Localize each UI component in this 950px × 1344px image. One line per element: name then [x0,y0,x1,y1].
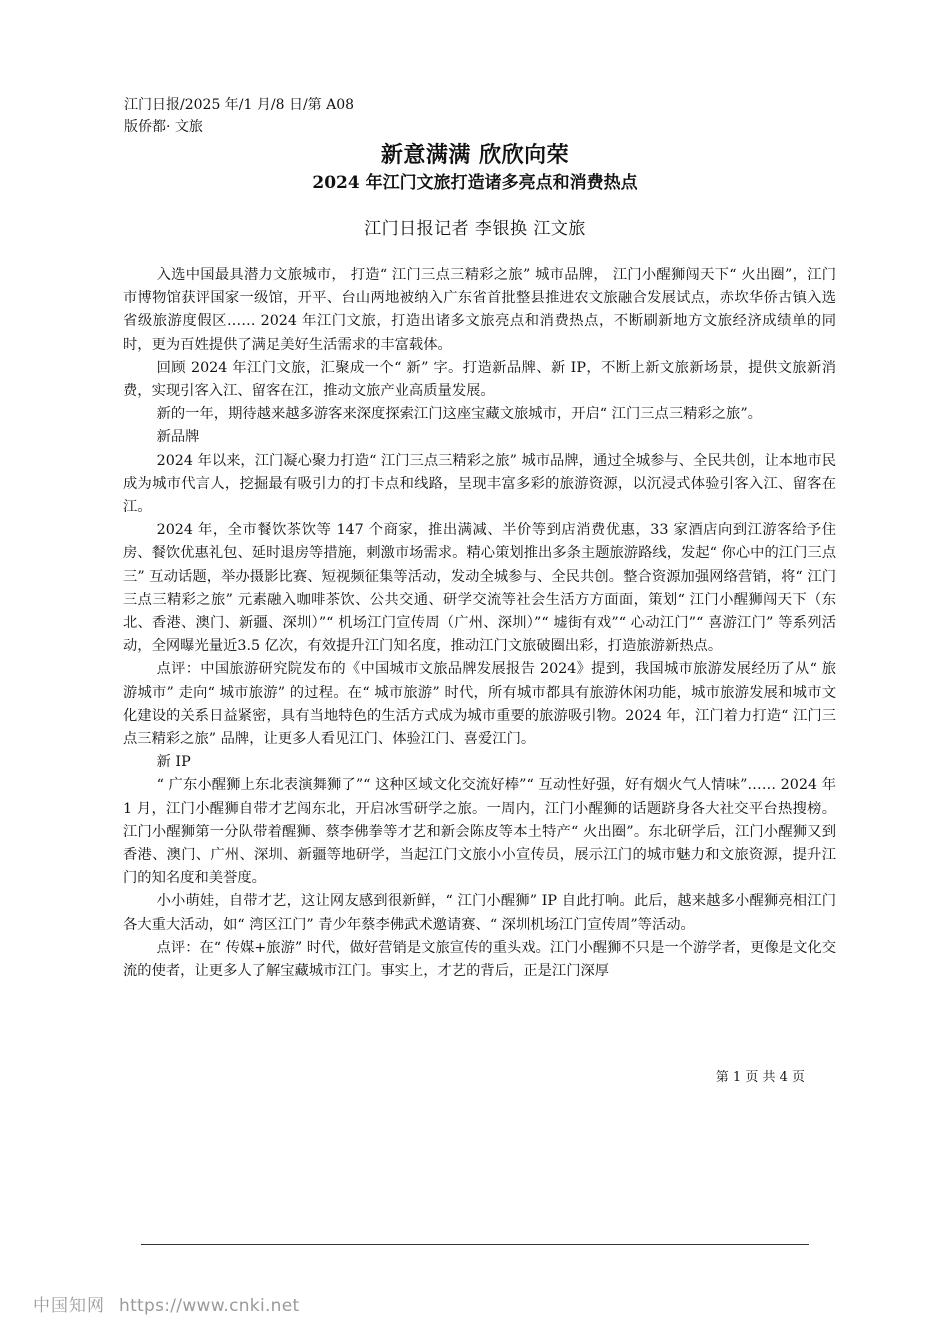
article-title: 新意满满 欣欣向荣 [380,142,570,168]
section-line: 版侨都· 文旅 [124,119,203,135]
paragraph-ip-comment: 点评：在“ 传媒+旅游” 时代，做好营销是文旅宣传的重头戏。江门小醒狮不只是一个游学者，更像是文化交流的使者，让更多人了解宝藏城市江门。事实上，才艺的背后，正是江门深厚 [123,939,836,980]
paragraph-ip: “ 广东小醒狮上东北表演舞狮了”“ 这种区域文化交流好棒”“ 互动性好强，好有烟火气人情味”…… 2024 年 1 月，江门小醒狮自带才艺闯东北，开启冰雪研学之旅。一周内，江门小醒狮的话题跻身各大社交平台热搜榜。江门小醒狮第一分队带着醒狮、蔡李佛拳等才艺和新会陈皮等本土特产“ 火出圈”。东北研学后，江门小醒狮又到香港、澳门、广州、深圳、新疆等地研学，当起江门文旅小小宣传员，展示江门的城市魅力和文旅资源，提升江门的知名度和美誉度。 [123,777,836,887]
paragraph-review: 回顾 2024 年江门文旅，汇聚成一个“ 新” 字。打造新品牌、新 IP，不断上新文旅新场景，提供文旅新消费，实现引客入江、留客在江，推动文旅产业高质量发展。 [123,359,836,400]
article-subtitle: 2024 年江门文旅打造诸多亮点和消费热点 [312,173,638,193]
article-byline: 江门日报记者 李银换 江文旅 [364,219,586,239]
watermark-brand: 中国知网 [33,1296,105,1316]
section-heading-new-ip: 新 IP [156,754,191,771]
watermark-url: https://www.cnki.net [119,1296,300,1316]
paragraph-brand-details: 2024 年，全市餐饮茶饮等 147 个商家，推出满减、半价等到店消费优惠，33 家酒店向到江游客给予住房、餐饮优惠礼包、延时退房等措施，刺激市场需求。精心策划推出多条主题旅游路线，发起“ 你心中的江门三点三” 互动话题，举办摄影比赛、短视频征集等活动，发动全城参与、全民共创。整合资源加强网络营销，将“ 江门三点三精彩之旅” 元素融入咖啡茶饮、公共交通、研学交流等社会生活方方面面，策划“ 江门小醒狮闯天下（东北、香港、澳门、新疆、深圳）”“ 机场江门宣传周（广州、深圳）”“ 墟街有戏”“ 心动江门”“ 喜游江门” 等系列活动，全网曝光量近3.5 亿次，有效提升江门知名度，推动江门文旅破圈出彩，打造旅游新热点。 [123,522,836,655]
source-line: 江门日报/2025 年/1 月/8 日/第 A08 [124,97,355,113]
section-heading-new-brand: 新品牌 [156,429,200,446]
footer-divider [141,1244,809,1245]
paragraph-brand-comment: 点评：中国旅游研究院发布的《中国城市文旅品牌发展报告 2024》提到，我国城市旅游发展经历了从“ 旅游城市” 走向“ 城市旅游” 的过程。在“ 城市旅游” 时代，所有城市都具有旅游休闲功能，城市旅游发展和城市文化建设的关系日益紧密，具有当地特色的生活方式成为城市重要的旅游吸引物。2024 年，江门着力打造“ 江门三点三精彩之旅” 品牌，让更多人看见江门、体验江门、喜爱江门。 [123,661,836,748]
paragraph-ip-followup: 小小萌娃，自带才艺，这让网友感到很新鲜，“ 江门小醒狮” IP 自此打响。此后，越来越多小醒狮亮相江门各大重大活动，如“ 湾区江门” 青少年蔡李佛武术邀请赛、“ 深圳机场江门宣传周”等活动。 [123,893,836,933]
paragraph-brand: 2024 年以来，江门凝心聚力打造“ 江门三点三精彩之旅” 城市品牌，通过全城参与、全民共创，让本地市民成为城市代言人，挖掘最有吸引力的打卡点和线路，呈现丰富多彩的旅游资源，以沉浸式体验引客入江、留客在江。 [123,452,836,516]
article-body [123,264,836,983]
page-indicator: 第 1 页 共 4 页 [715,1070,805,1085]
cnki-watermark [33,1294,299,1318]
paragraph-intro: 入选中国最具潜力文旅城市， 打造“ 江门三点三精彩之旅” 城市品牌， 江门小醒狮闯天下“ 火出圈”，江门市博物馆获评国家一级馆，开平、台山两地被纳入广东省首批整县推进农文旅融合发展试点，赤坎华侨古镇入选省级旅游度假区…… 2024 年江门文旅，打造出诸多文旅亮点和消费热点，不断刷新地方文旅经济成绩单的同时，更为百姓提供了满足美好生活需求的丰富载体。 [123,267,836,353]
publication-meta [124,94,354,138]
paragraph-outlook: 新的一年，期待越来越多游客来深度探索江门这座宝藏文旅城市，开启“ 江门三点三精彩之旅”。 [156,406,762,423]
